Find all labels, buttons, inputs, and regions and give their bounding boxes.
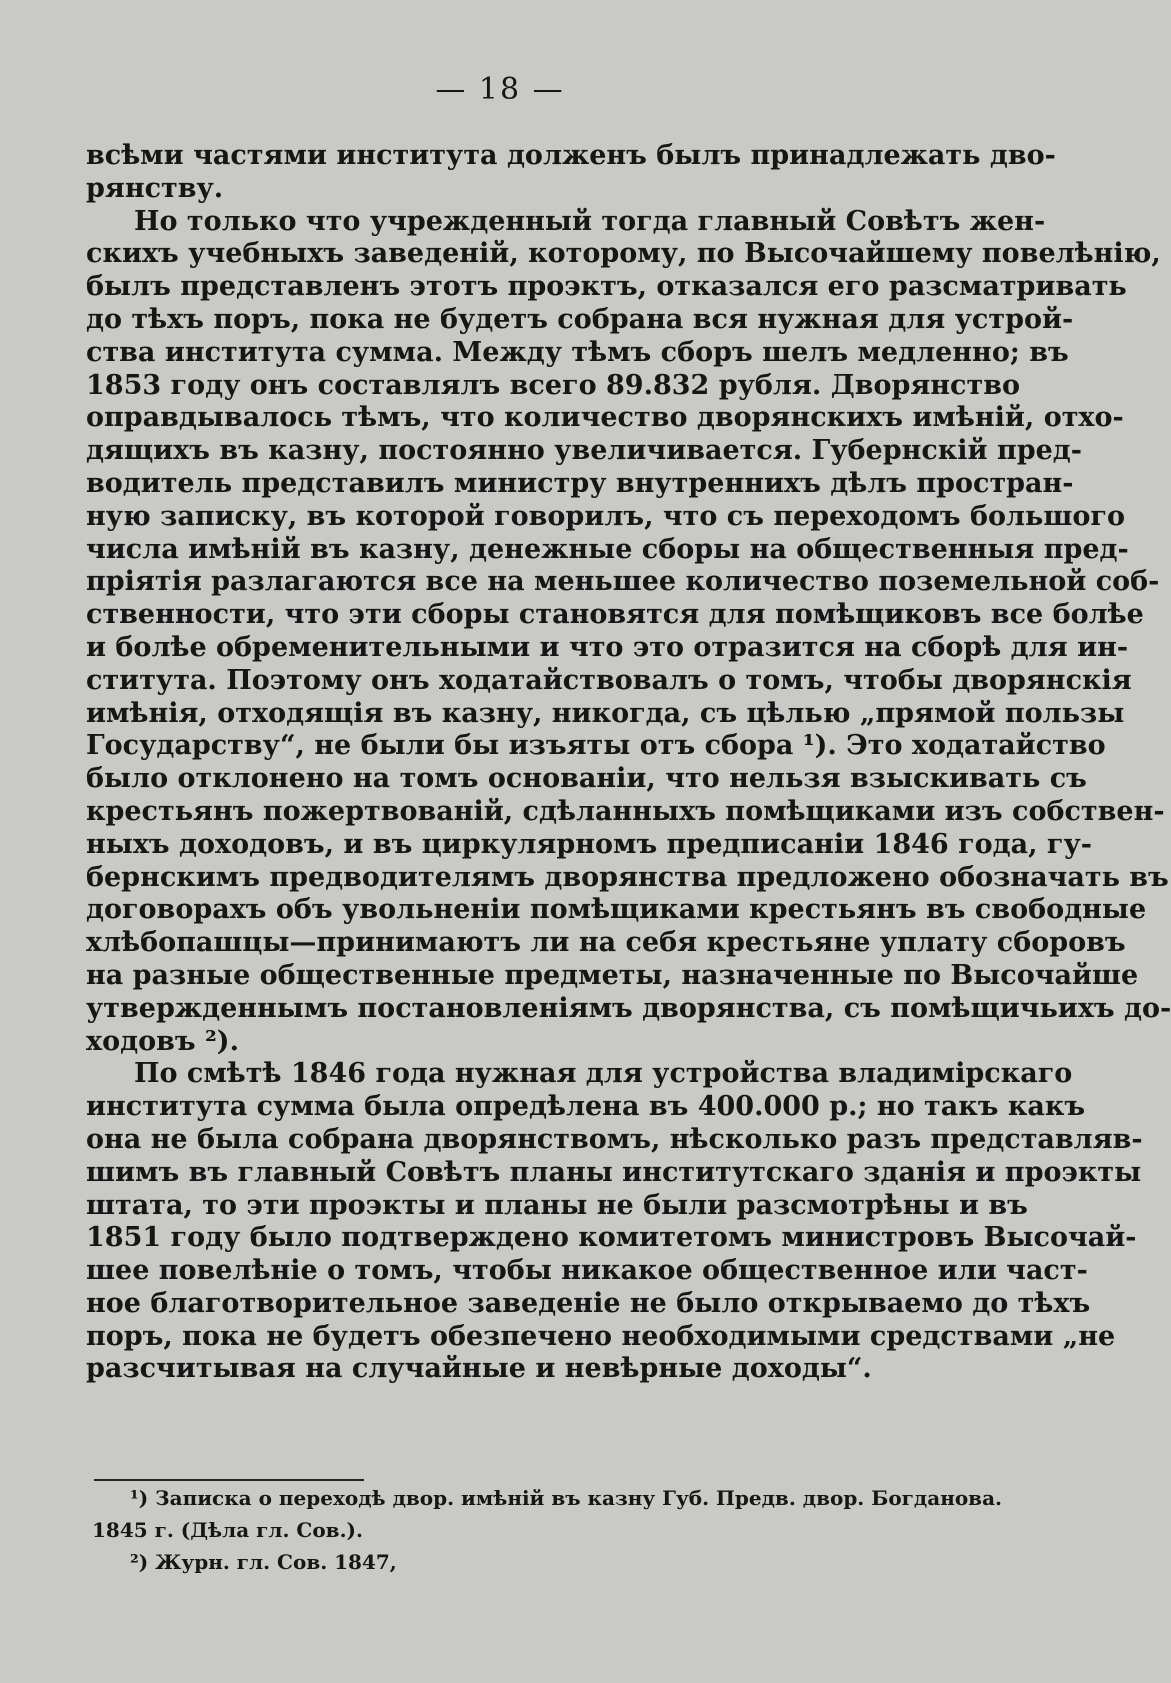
footnote-line: ¹) Записка о переходѣ двор. имѣній въ казну Губ. Предв. двор. Богданова.	[130, 1486, 1003, 1510]
text-line: утвержденнымъ постановленіямъ дворянства, съ помѣщичьихъ до-	[86, 992, 1171, 1024]
text-line: ственности, что эти сборы становятся для помѣщиковъ все болѣе	[86, 599, 1144, 631]
text-line: ное благотворительное заведеніе не было открываемо до тѣхъ	[86, 1287, 1091, 1319]
footnote-line: 1845 г. (Дѣла гл. Сов.).	[92, 1518, 363, 1542]
text-line: водитель представилъ министру внутреннихъ дѣлъ простран-	[86, 467, 1074, 499]
text-line: пріятія разлагаются все на меньшее количество поземельной соб-	[86, 566, 1160, 598]
text-line: и болѣе обременительными и что это отразится на сборѣ для ин-	[86, 631, 1129, 663]
text-line: Но только что учрежденный тогда главный Совѣтъ жен-	[134, 205, 1046, 237]
text-line: шимъ въ главный Совѣтъ планы институтскаго зданія и проэкты	[86, 1156, 1142, 1188]
text-line: ныхъ доходовъ, и въ циркулярномъ предписаніи 1846 года, гу-	[86, 828, 1092, 860]
text-line: 1851 году было подтверждено комитетомъ министровъ Высочай-	[86, 1222, 1137, 1254]
body-text	[86, 140, 1171, 1386]
paragraph-1	[86, 140, 1056, 206]
text-line: скихъ учебныхъ заведеній, которому, по Высочайшему повелѣнію,	[86, 238, 1161, 270]
footnote-divider	[94, 1479, 364, 1481]
text-line: Государству“, не были бы изъяты отъ сбора ¹). Это ходатайство	[86, 730, 1106, 762]
text-line: числа имѣній въ казну, денежные сборы на общественныя пред-	[86, 533, 1129, 565]
footnotes	[92, 1482, 1003, 1578]
paragraph-2	[86, 205, 1171, 1059]
text-line: крестьянъ пожертвованій, сдѣланныхъ помѣщиками изъ собствен-	[86, 795, 1165, 827]
footnote-2	[92, 1546, 936, 1578]
footnote-1	[92, 1482, 1003, 1546]
text-line: 1853 году онъ составлялъ всего 89.832 рубля. Дворянство	[86, 369, 1020, 401]
text-line: ститута. Поэтому онъ ходатайствовалъ о томъ, чтобы дворянскія	[86, 664, 1132, 696]
text-line: ную записку, въ которой говорилъ, что съ переходомъ большого	[86, 500, 1125, 532]
paragraph-3	[86, 1058, 1143, 1386]
footnote-line: ²) Журн. гл. Сов. 1847,	[130, 1550, 397, 1574]
text-line: оправдывалось тѣмъ, что количество дворянскихъ имѣній, отхо-	[86, 402, 1124, 434]
text-line: института сумма была опредѣлена въ 400.000 р.; но такъ какъ	[86, 1091, 1086, 1123]
text-line: разсчитывая на случайные и невѣрные доходы“.	[86, 1353, 872, 1385]
text-line: поръ, пока не будетъ обезпечено необходимыми средствами „не	[86, 1320, 1116, 1352]
text-line: ства института сумма. Между тѣмъ сборъ шелъ медленно; въ	[86, 336, 1069, 368]
text-line: на разные общественные предметы, назначенные по Высочайше	[86, 959, 1139, 991]
text-line: имѣнія, отходящія въ казну, никогда, съ цѣлью „прямой пользы	[86, 697, 1125, 729]
text-line: дящихъ въ казну, постоянно увеличивается. Губернскій пред-	[86, 435, 1082, 467]
text-line: договорахъ объ увольненіи помѣщиками крестьянъ въ свободные	[86, 894, 1147, 926]
text-line: хлѣбопашцы—принимаютъ ли на себя крестьяне уплату сборовъ	[86, 927, 1126, 959]
text-line: она не была собрана дворянствомъ, нѣсколько разъ представляв-	[86, 1123, 1143, 1155]
text-line: ходовъ ²).	[86, 1025, 239, 1057]
text-line: до тѣхъ поръ, пока не будетъ собрана вся нужная для устрой-	[86, 303, 1074, 335]
text-line: былъ представленъ этотъ проэктъ, отказался его разсматривать	[86, 271, 1127, 303]
text-line: штата, то эти проэкты и планы не были разсмотрѣны и въ	[86, 1189, 1028, 1221]
text-line: шее повелѣніе о томъ, чтобы никакое общественное или част-	[86, 1255, 1088, 1287]
text-line: бернскимъ предводителямъ дворянства предложено обозначать въ	[86, 861, 1169, 893]
text-line: рянству.	[86, 172, 224, 204]
page-number: — 18 —	[435, 72, 565, 107]
text-line: всѣми частями института долженъ былъ принадлежать дво-	[86, 140, 1056, 171]
text-line: было отклонено на томъ основаніи, что нельзя взыскивать съ	[86, 763, 1087, 795]
text-line: По смѣтѣ 1846 года нужная для устройства владимірскаго	[134, 1058, 1073, 1090]
